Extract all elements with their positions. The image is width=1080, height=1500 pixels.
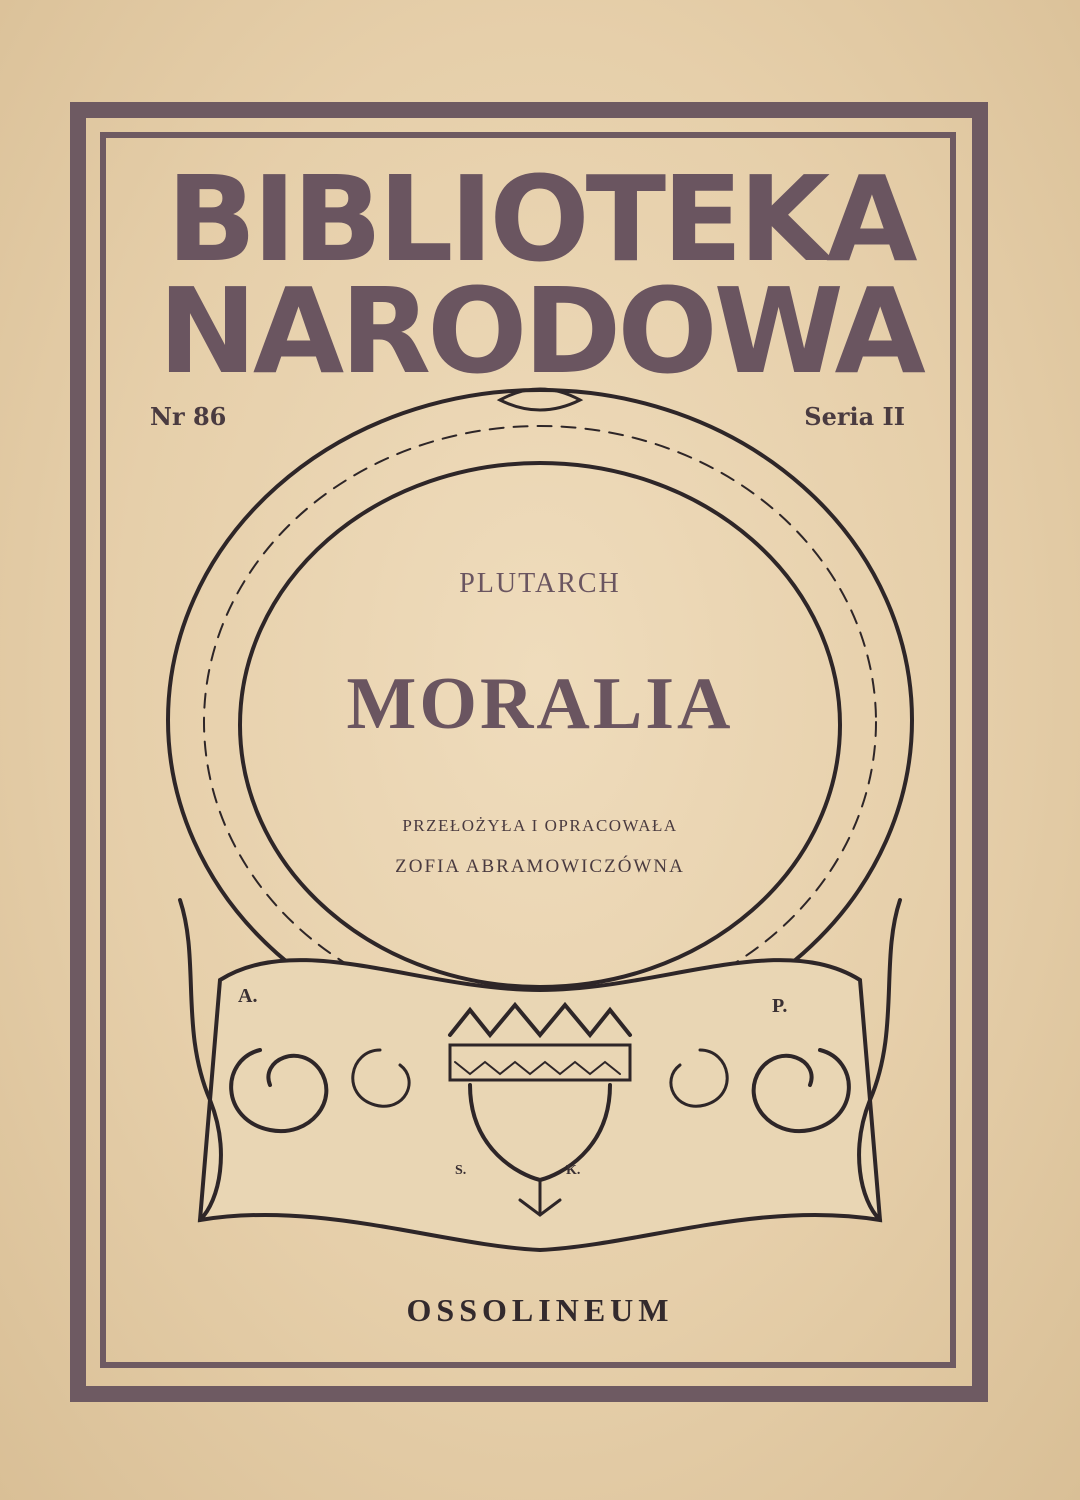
translator-name: ZOFIA ABRAMOWICZÓWNA	[395, 856, 685, 877]
publisher-name: OSSOLINEUM	[406, 1292, 674, 1328]
engraver-mark-left: A.	[238, 985, 258, 1007]
author-name: PLUTARCH	[459, 568, 621, 599]
series-title-line2: NARODOWA	[158, 262, 922, 400]
series-title-line1: BIBLIOTEKA	[166, 150, 914, 288]
engraver-mark-right: P.	[772, 995, 788, 1017]
engraver-mark-bottom-right: K.	[566, 1163, 581, 1178]
translation-credit-label: PRZEŁOŻYŁA I OPRACOWAŁA	[402, 816, 678, 835]
book-title: MORALIA	[346, 663, 734, 745]
series-number: Nr 86	[150, 402, 227, 431]
engraver-mark-bottom-left: S.	[455, 1163, 467, 1178]
series-label: Seria II	[804, 402, 905, 431]
